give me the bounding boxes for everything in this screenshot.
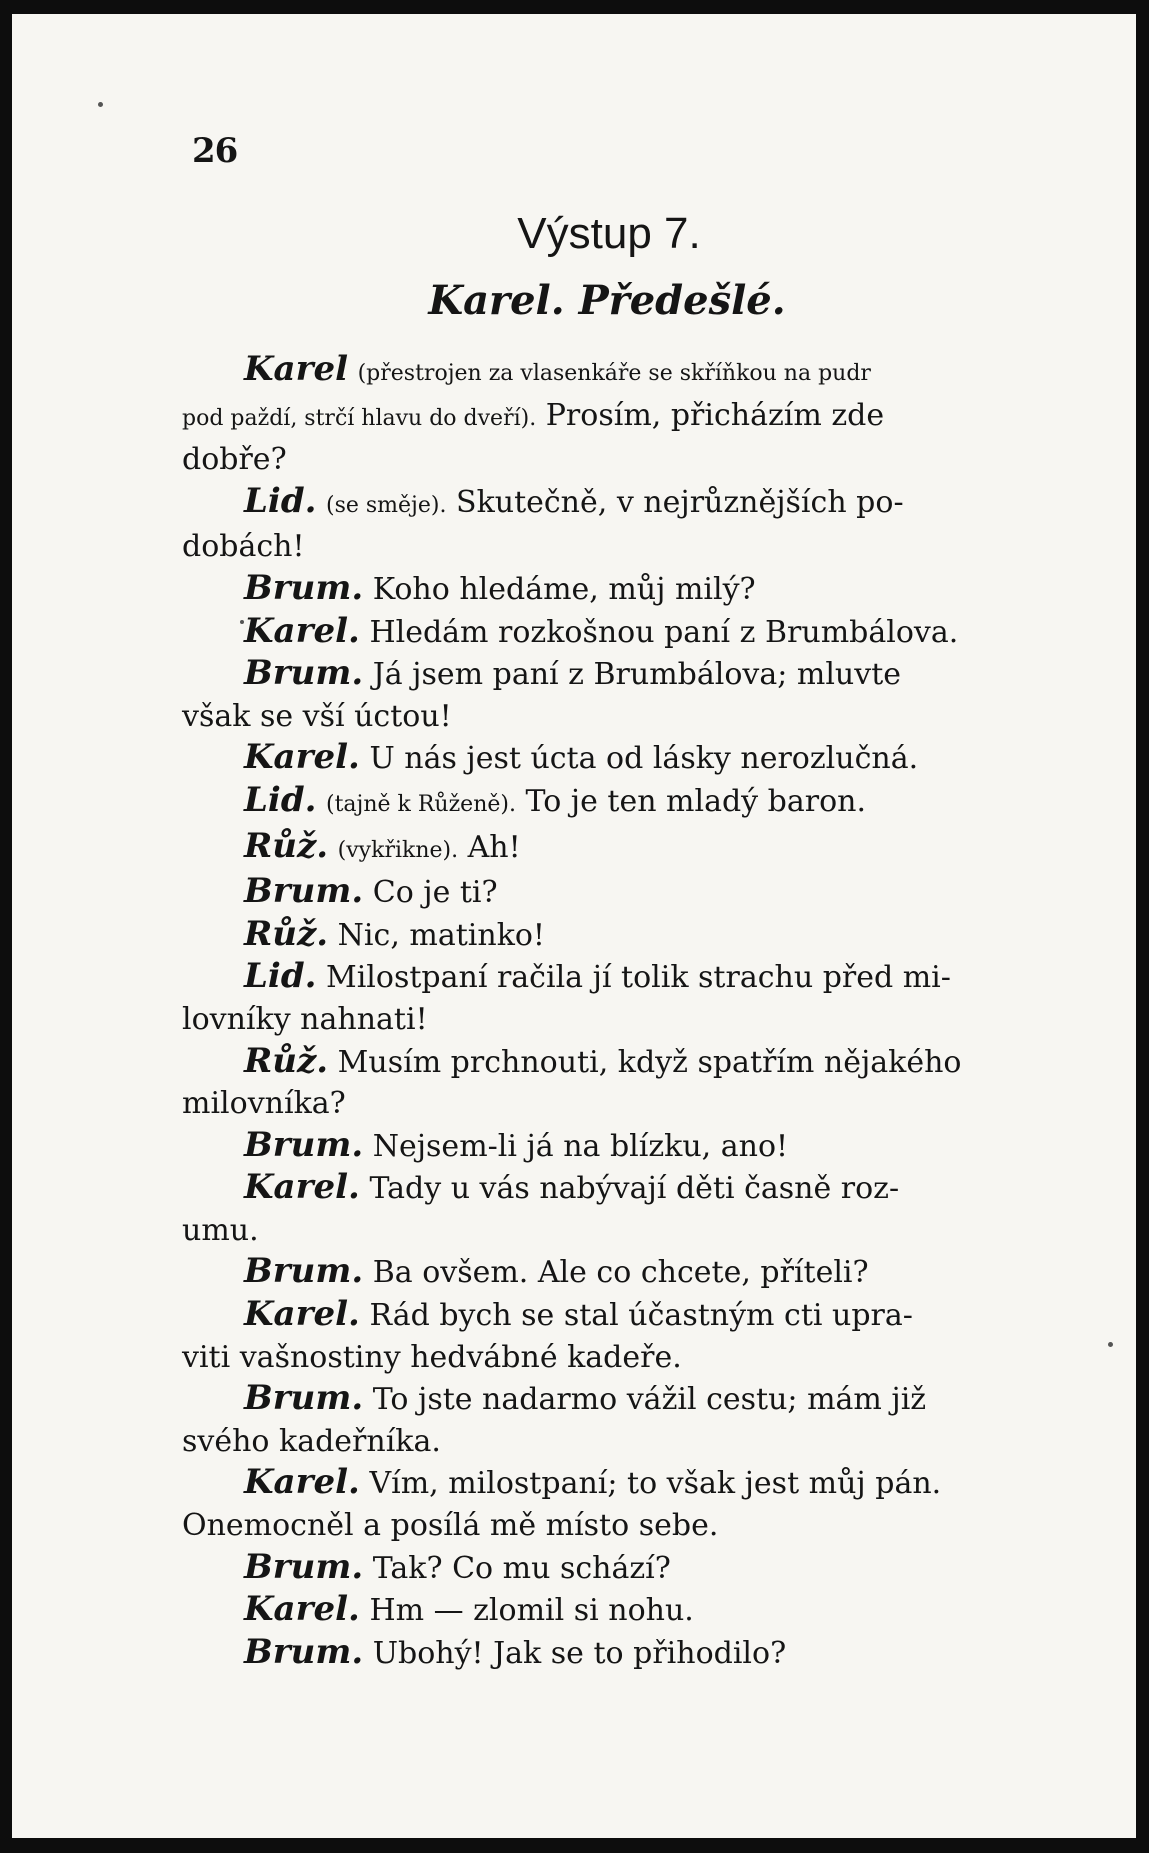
speaker-name: Karel. xyxy=(244,1589,360,1630)
spoken-text: Milostpaní račila jí tolik strachu před mi- xyxy=(325,960,951,996)
spoken-text: viti vašnostiny hedvábné kadeře. xyxy=(182,1339,682,1375)
spoken-text: Nic, matinko! xyxy=(337,917,545,953)
dialogue-line xyxy=(182,999,1038,1041)
spoken-text: U nás jest úcta od lásky nerozlučná. xyxy=(369,741,919,777)
speaker-name: Brum. xyxy=(244,1631,364,1672)
spoken-text: milovníka? xyxy=(182,1086,346,1122)
page-number: 26 xyxy=(192,131,238,171)
dialogue-line xyxy=(182,780,1038,826)
dialogue-line xyxy=(182,1083,1038,1125)
dialogue-line xyxy=(182,1378,1038,1421)
spoken-text: však se vší úctou! xyxy=(182,698,452,734)
dialogue-line xyxy=(182,1421,1038,1463)
print-speck xyxy=(240,620,244,624)
dialogue-line xyxy=(182,1462,1038,1505)
dialogue-line xyxy=(182,696,1038,738)
spoken-text: Co je ti? xyxy=(372,875,498,911)
stage-direction: (se směje). xyxy=(325,492,447,518)
speaker-name: Brum. xyxy=(244,1546,364,1587)
dialogue-line xyxy=(182,1505,1038,1547)
spoken-text: dobách! xyxy=(182,529,305,565)
dialogue-line xyxy=(182,611,1038,654)
speaker-name: Brum. xyxy=(244,653,364,694)
dialogue-line xyxy=(182,826,1038,872)
speaker-name: Růž. xyxy=(244,913,329,954)
dialogue-line xyxy=(182,871,1038,914)
speaker-name: Lid. xyxy=(244,779,317,820)
stage-direction: (tajně k Růženě). xyxy=(325,791,516,817)
spoken-text: Hm — zlomil si nohu. xyxy=(369,1593,694,1629)
spoken-text: Tak? Co mu schází? xyxy=(372,1550,671,1586)
speaker-name: Lid. xyxy=(244,480,317,521)
print-speck xyxy=(1108,1342,1113,1347)
dialogue-line xyxy=(182,1210,1038,1252)
speaker-name: Karel. xyxy=(244,610,360,651)
spoken-text: Rád bych se stal účastným cti upra- xyxy=(369,1298,913,1334)
speaker-name: Lid. xyxy=(244,956,317,997)
speaker-name: Karel. xyxy=(244,1167,360,1208)
speaker-name: Brum. xyxy=(244,871,364,912)
dialogue-line xyxy=(182,653,1038,696)
scene-cast: Karel. Předešlé. xyxy=(428,277,786,324)
speaker-name: Karel xyxy=(244,349,349,389)
spoken-text: Tady u vás nabývají děti časně roz- xyxy=(369,1171,900,1207)
dialogue-line xyxy=(182,1337,1038,1379)
spoken-text: Nejsem-li já na blízku, ano! xyxy=(372,1128,789,1164)
spoken-text: Musím prchnouti, když spatřím nějakého xyxy=(337,1044,962,1080)
spoken-text: svého kadeřníka. xyxy=(182,1423,441,1459)
dialogue-line xyxy=(182,737,1038,780)
print-speck xyxy=(98,102,103,107)
dialogue-line xyxy=(182,1589,1038,1632)
dialogue-line xyxy=(182,1294,1038,1337)
spoken-text: Prosím, přicházím zde xyxy=(545,397,885,433)
speaker-name: Růž. xyxy=(244,825,329,866)
dialogue-line xyxy=(182,395,1038,440)
speaker-name: Karel. xyxy=(244,1294,360,1335)
speaker-name: Karel. xyxy=(244,1462,360,1503)
dialogue-line xyxy=(182,1632,1038,1675)
dialogue-line xyxy=(182,439,1038,481)
spoken-text: Ba ovšem. Ale co chcete, příteli? xyxy=(372,1255,869,1291)
spoken-text: To jste nadarmo vážil cestu; mám již xyxy=(372,1382,927,1418)
dialogue-line xyxy=(182,1251,1038,1294)
dialogue-line xyxy=(182,1125,1038,1168)
dialogue-line xyxy=(182,914,1038,957)
spoken-text: lovníky nahnati! xyxy=(182,1001,428,1037)
dialogue-line xyxy=(182,1167,1038,1210)
stage-direction: pod paždí, strčí hlavu do dveří). xyxy=(182,405,537,431)
dialogue-line xyxy=(182,349,1038,395)
dialogue-line xyxy=(182,568,1038,611)
stage-direction: (přestrojen za vlasenkáře se skříňkou na pudr xyxy=(357,361,871,386)
speaker-name: Brum. xyxy=(244,1251,364,1292)
spoken-text: Vím, milostpaní; to však jest můj pán. xyxy=(369,1466,942,1502)
spoken-text: umu. xyxy=(182,1212,259,1248)
stage-direction: (vykřikne). xyxy=(337,837,459,863)
speaker-name: Karel. xyxy=(244,737,360,778)
spoken-text: Já jsem paní z Brumbálova; mluvte xyxy=(372,657,902,693)
dialogue-line xyxy=(182,1041,1038,1084)
dialogue-line xyxy=(182,481,1038,527)
spoken-text: Ah! xyxy=(467,829,521,865)
speaker-name: Brum. xyxy=(244,567,364,608)
scene-title: Výstup 7. xyxy=(517,209,701,258)
speaker-name: Brum. xyxy=(244,1124,364,1165)
spoken-text: Hledám rozkošnou paní z Brumbálova. xyxy=(369,614,959,650)
speaker-name: Brum. xyxy=(244,1378,364,1419)
dialogue-text xyxy=(182,349,1038,1674)
spoken-text: Ubohý! Jak se to přihodilo? xyxy=(372,1635,787,1671)
dialogue-line xyxy=(182,956,1038,999)
dialogue-line xyxy=(182,1547,1038,1590)
spoken-text: Onemocněl a posílá mě místo sebe. xyxy=(182,1508,719,1544)
spoken-text: dobře? xyxy=(182,442,287,478)
book-page xyxy=(12,14,1136,1838)
spoken-text: Koho hledáme, můj milý? xyxy=(372,571,756,607)
dialogue-line xyxy=(182,526,1038,568)
spoken-text: Skutečně, v nejrůznějších po- xyxy=(456,484,904,520)
speaker-name: Růž. xyxy=(244,1040,329,1081)
spoken-text: To je ten mladý baron. xyxy=(525,783,867,819)
